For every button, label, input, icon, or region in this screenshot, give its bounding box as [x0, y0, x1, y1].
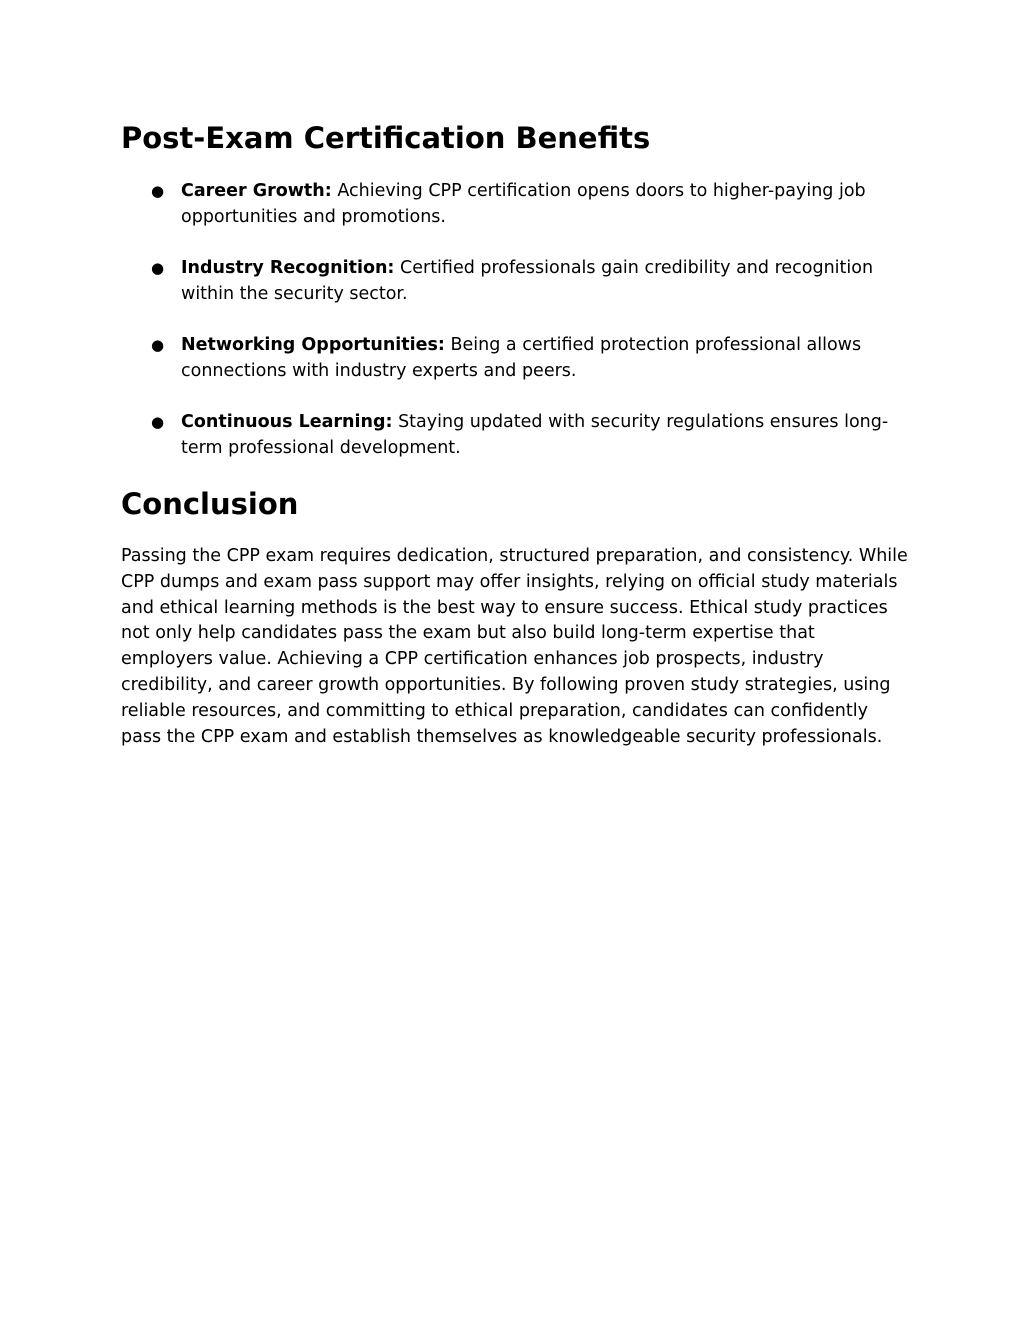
benefit-term: Industry Recognition:	[181, 258, 395, 278]
benefit-description: Being a certified protection professional allows connections with industry experts and peers.	[181, 335, 862, 381]
bullet-icon: ●	[151, 336, 165, 354]
section-heading-benefits: Post-Exam Certification Benefits	[121, 121, 651, 155]
list-item	[121, 332, 911, 384]
list-item	[121, 409, 911, 461]
benefit-description: Achieving CPP certification opens doors to higher-paying job opportunities and promotions.	[181, 181, 866, 227]
benefit-description: Staying updated with security regulations ensures long-term professional development.	[181, 412, 889, 458]
benefit-term: Career Growth:	[181, 181, 332, 201]
benefit-term: Continuous Learning:	[181, 412, 393, 432]
list-item	[121, 178, 911, 230]
bullet-icon: ●	[151, 413, 165, 431]
conclusion-paragraph: Passing the CPP exam requires dedication, structured preparation, and consistency. While CPP dumps and exam pass support may offer insights, relying on official study materials and ethical learning methods is the best way to ensure success. Ethical study practices not only help candidates pass the exam but also build long-term expertise that employers value. Achieving a CPP certification enhances job prospects, industry credibility, and career growth opportunities. By following proven study strategies, using reliable resources, and committing to ethical preparation, candidates can confidently pass the CPP exam and establish themselves as knowledgeable security professionals.	[121, 546, 908, 747]
benefits-list	[121, 178, 911, 461]
benefit-description: Certified professionals gain credibility and recognition within the security sector.	[181, 258, 874, 304]
bullet-icon: ●	[151, 182, 165, 200]
section-heading-conclusion: Conclusion	[121, 487, 299, 521]
bullet-icon: ●	[151, 259, 165, 277]
document-page	[121, 118, 911, 750]
benefit-term: Networking Opportunities:	[181, 335, 445, 355]
list-item	[121, 255, 911, 307]
